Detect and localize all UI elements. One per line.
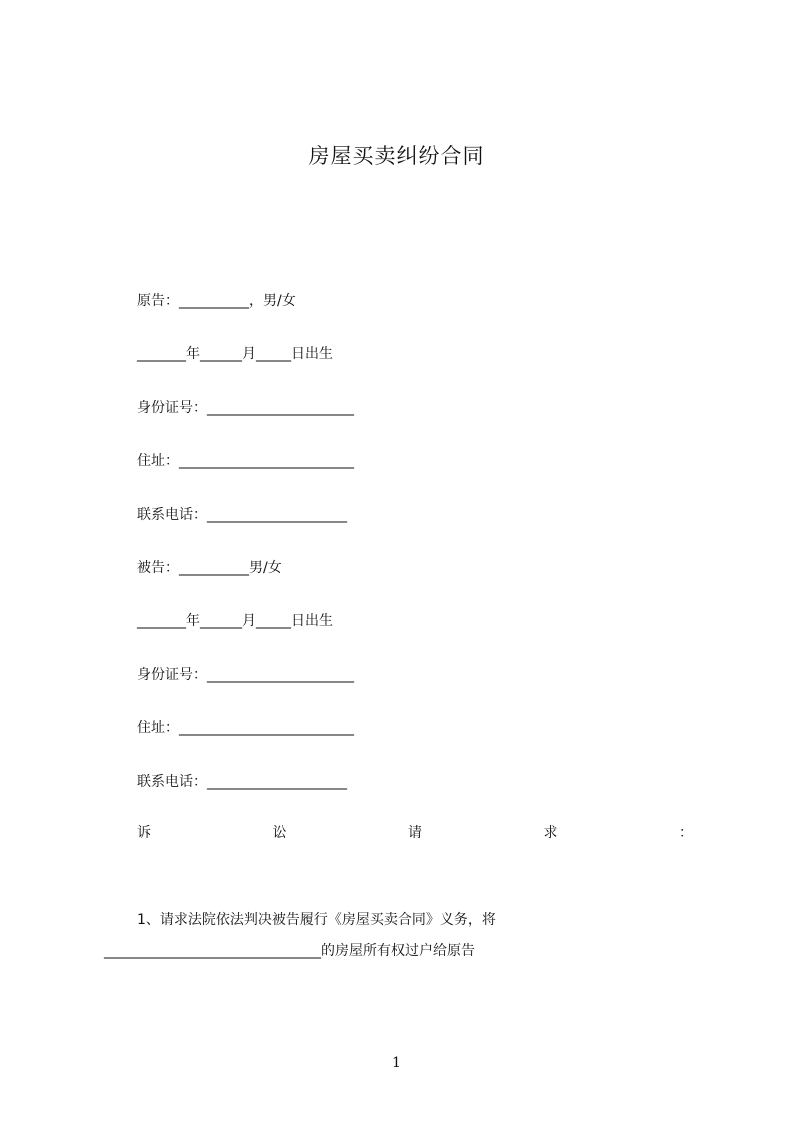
defendant-name-line: 被告：__________男/女 (137, 560, 282, 576)
defendant-id-line: 身份证号：_____________________ (137, 667, 354, 683)
defendant-address-line: 住址：_________________________ (137, 720, 354, 736)
plaintiff-birth-line: _______年______月_____日出生 (137, 346, 333, 362)
document-title: 房屋买卖纠纷合同 (308, 144, 485, 168)
plaintiff-name-line: 原告：__________，男/女 (137, 293, 296, 309)
claims-heading-char: 诉 (137, 825, 151, 841)
defendant-phone-line: 联系电话：____________________ (137, 774, 347, 790)
claims-heading-char: 请 (408, 825, 422, 841)
plaintiff-address-line: 住址：_________________________ (137, 453, 354, 469)
claim-item-1: 1、请求法院依法判决被告履行《房屋买卖合同》义务，将_______________________________的房屋所有权过户给原告 (104, 912, 496, 959)
plaintiff-id-line: 身份证号：_____________________ (137, 400, 354, 416)
claims-heading-char: ： (679, 825, 693, 841)
plaintiff-phone-line: 联系电话：____________________ (137, 507, 347, 523)
claims-heading (137, 822, 693, 842)
claims-heading-char: 讼 (272, 825, 287, 841)
defendant-birth-line: _______年______月_____日出生 (137, 613, 333, 629)
claims-heading-char: 求 (543, 825, 558, 841)
page-number: 1 (392, 1055, 401, 1071)
